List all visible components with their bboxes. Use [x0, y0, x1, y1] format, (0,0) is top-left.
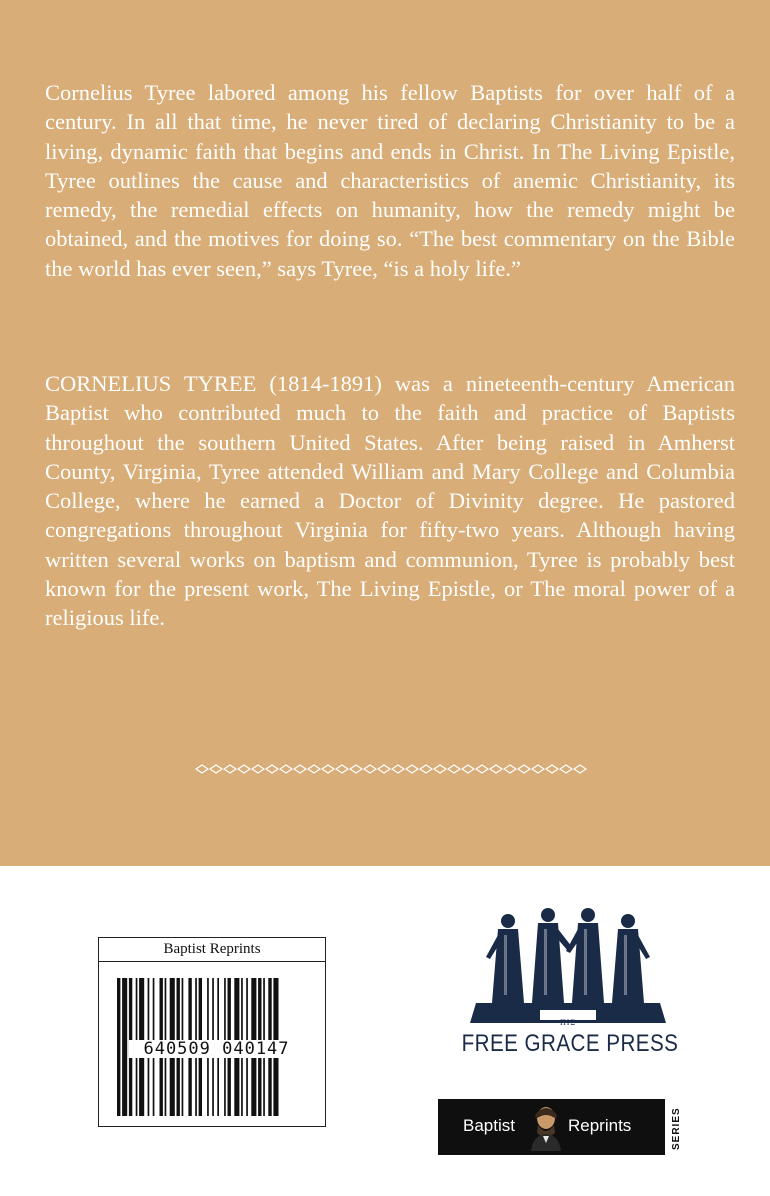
- divider-diamond: [280, 765, 292, 773]
- series-badge: [438, 1099, 665, 1155]
- barcode-box: [98, 937, 326, 1127]
- barcode-label: Baptist Reprints: [99, 938, 325, 962]
- diamond-divider: [195, 759, 587, 779]
- portrait-icon: [529, 1103, 563, 1151]
- divider-diamond: [266, 765, 278, 773]
- divider-diamond: [560, 765, 572, 773]
- divider-diamond: [406, 765, 418, 773]
- divider-diamond: [238, 765, 250, 773]
- book-description: Cornelius Tyree labored among his fellow Baptists for over half of a century. In all that time, he never tired of declaring Christianity to be a living, dynamic faith that begins and ends in Christ. In The Living Epistle, Tyree outlines the cause and characteristics of anemic Christianity, its remedy, the remedial effects on humanity, how the remedy might be obtained, and the motives for doing so. “The best commentary on the Bible the world has ever seen,” says Tyree, “is a holy life.”: [45, 80, 735, 281]
- divider-diamond: [224, 765, 236, 773]
- divider-diamond: [378, 765, 390, 773]
- series-badge-left-text: Baptist: [463, 1116, 515, 1135]
- divider-diamond: [392, 765, 404, 773]
- divider-diamond: [308, 765, 320, 773]
- barcode-bar: [122, 978, 127, 1116]
- divider-diamond: [518, 765, 530, 773]
- divider-diamond: [462, 765, 474, 773]
- author-biography: CORNELIUS TYREE (1814-1891) was a nineteenth-century American Baptist who contributed much to the faith and practice of Baptists throughout the southern United States. After being raised in Amherst County, Virginia, Tyree attended William and Mary College and Columbia College, where he earned a Doctor of Divinity degree. He pastored congregations throughout Virginia for fifty-two years. Although having written several works on baptism and communion, Tyree is probably best known for the present work, The Living Epistle, or The moral power of a religious life.: [45, 371, 735, 631]
- barcode-number: 640509 040147: [129, 1040, 304, 1058]
- divider-diamond: [434, 765, 446, 773]
- divider-diamond: [350, 765, 362, 773]
- divider-diamond: [210, 765, 222, 773]
- divider-diamond: [476, 765, 488, 773]
- divider-diamond: [294, 765, 306, 773]
- publisher-name: FREE GRACE PRESS: [461, 1030, 679, 1057]
- series-badge-right-text: Reprints: [568, 1116, 632, 1135]
- divider-diamond: [420, 765, 432, 773]
- divider-diamond: [546, 765, 558, 773]
- divider-diamond: [252, 765, 264, 773]
- divider-diamond: [448, 765, 460, 773]
- divider-diamond: [336, 765, 348, 773]
- divider-diamond: [574, 765, 586, 773]
- logo-plaque-text: ΠΙΣ: [559, 1018, 577, 1027]
- divider-diamond: [504, 765, 516, 773]
- divider-diamond: [196, 765, 208, 773]
- reformers-statue-logo: [468, 895, 668, 1025]
- barcode-bar: [117, 978, 120, 1116]
- series-side-label: SERIES: [671, 1107, 682, 1150]
- divider-diamond: [322, 765, 334, 773]
- divider-diamond: [364, 765, 376, 773]
- divider-diamond: [532, 765, 544, 773]
- divider-diamond: [490, 765, 502, 773]
